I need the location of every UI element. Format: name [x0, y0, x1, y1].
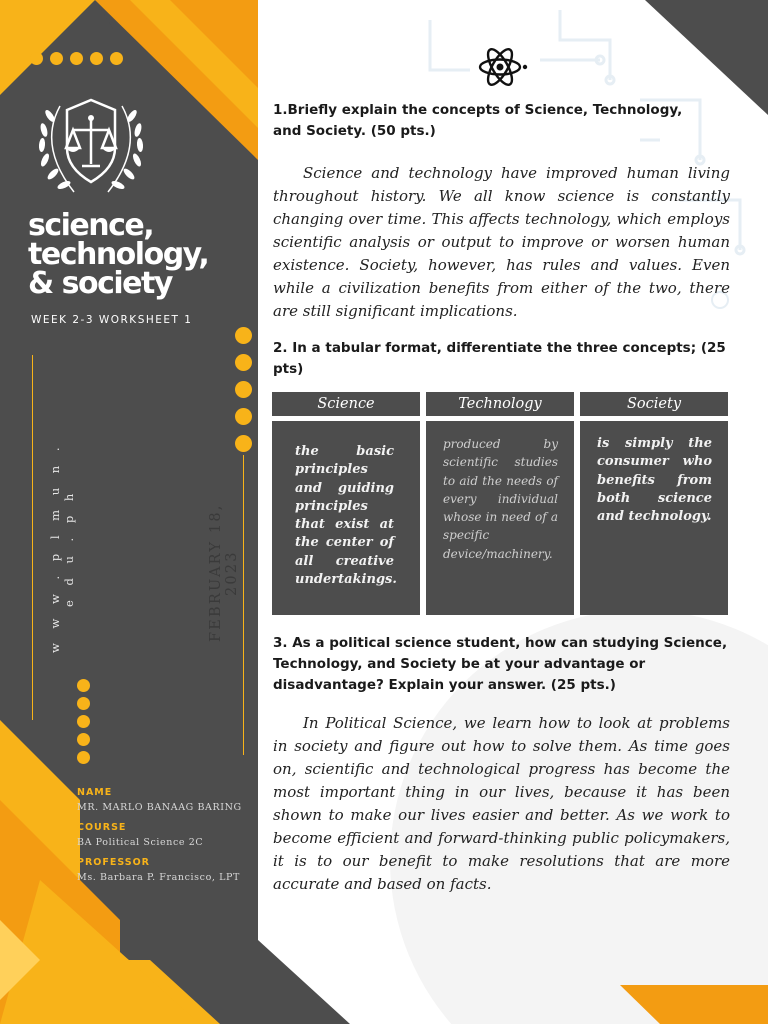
decorative-dots-middle [235, 327, 252, 452]
table-cell-technology [426, 421, 574, 615]
title-line: technology, [28, 237, 209, 272]
name-label: NAME [77, 787, 113, 798]
dot [235, 435, 252, 452]
course-label: COURSE [77, 822, 127, 833]
table-cell-text: the basic principles and guiding principles that exist at the center of all creative undertakings. [295, 444, 397, 588]
answer-1: Science and technology have improved human living throughout history. We all know science is constantly changing over time. This affects technology, which employs scientific analysis or output to improve or worsen human existence. Society, however, has rules and values. Even while a civilization benefits from either of the two, there are still significant implications. [273, 164, 730, 320]
document-date: FEBRUARY 18, 2023 [208, 503, 240, 643]
table-cell-text: is simply the consumer who benefits from both science and technology. [597, 436, 712, 525]
question-1: 1.Briefly explain the concepts of Science, Technology, and Society. (50 pts.) [273, 102, 683, 139]
scales-of-justice-icon [30, 86, 152, 200]
table-header-society: Society [580, 392, 728, 416]
date-divider-line [243, 455, 244, 755]
table-cell-science [272, 421, 420, 615]
name-value: MR. MARLO BANAAG BARING [77, 802, 242, 813]
question-2: 2. In a tabular format, differentiate the three concepts; (25 pts) [273, 340, 726, 377]
worksheet-subtitle: WEEK 2-3 WORKSHEET 1 [31, 314, 193, 326]
table-cell-text: produced by scientific studies to aid the needs of every individual whose in need of a specific device/machinery. [443, 437, 558, 561]
atom-icon [476, 44, 528, 90]
dot [50, 52, 63, 65]
document-title [28, 208, 209, 301]
dot [77, 715, 90, 728]
website-text: w w w . p l m u n . e d u . p h [48, 442, 76, 653]
dot [70, 52, 83, 65]
dot [235, 327, 252, 344]
student-info [77, 787, 242, 892]
professor-label: PROFESSOR [77, 857, 150, 868]
question-3: 3. As a political science student, how can studying Science, Technology, and Society be at your advantage or disadvantage? Explain your answer. (25 pts.) [273, 635, 728, 693]
dot [90, 52, 103, 65]
dot [30, 52, 43, 65]
decorative-dots-top [30, 52, 123, 65]
professor-value: Ms. Barbara P. Francisco, LPT [77, 872, 240, 883]
dot [235, 381, 252, 398]
answer-3: In Political Science, we learn how to look at problems in society and figure out how to solve them. As time goes on, scientific and technological progress has become the most important thing in our lives, because it has been shown to make our lives easier and better. As we work to become efficient and forward-thinking public policymakers, it is to our benefit to make resolutions that are more accurate and based on facts. [273, 714, 730, 893]
table-header-technology: Technology [426, 392, 574, 416]
dot [77, 751, 90, 764]
dot [77, 733, 90, 746]
dot [235, 408, 252, 425]
table-cell-society [580, 421, 728, 615]
dot [77, 697, 90, 710]
decorative-dots-bottom [77, 679, 90, 764]
course-value: BA Political Science 2C [77, 837, 204, 848]
dot [77, 679, 90, 692]
divider-line [32, 355, 33, 720]
table-header-science: Science [272, 392, 420, 416]
title-line: & society [28, 266, 172, 301]
title-line: science, [28, 208, 154, 243]
dot [110, 52, 123, 65]
dot [235, 354, 252, 371]
